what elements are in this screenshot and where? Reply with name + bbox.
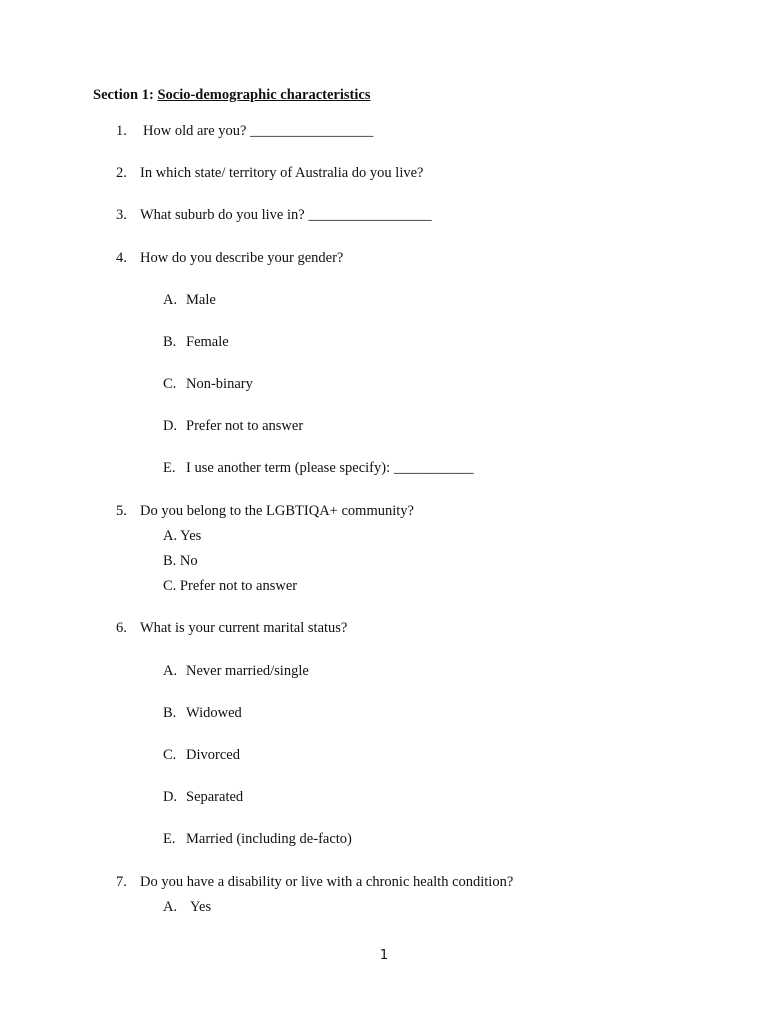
option-letter: E. bbox=[163, 460, 176, 476]
question-number: 4. bbox=[116, 250, 127, 266]
option-letter: B. bbox=[163, 705, 177, 721]
option-text: Non-binary bbox=[186, 376, 253, 392]
question-text: Do you have a disability or live with a chronic health condition? bbox=[140, 874, 514, 890]
option-text: Widowed bbox=[186, 705, 242, 721]
page-number: 1 bbox=[379, 948, 389, 963]
question-text: How old are you? _________________ bbox=[143, 123, 374, 139]
question-number: 7. bbox=[116, 874, 127, 890]
option-text: Yes bbox=[190, 899, 212, 915]
section-title: Socio-demographic characteristics bbox=[157, 87, 371, 103]
question-number: 1. bbox=[116, 123, 127, 139]
question-number: 5. bbox=[116, 503, 127, 519]
option-letter: D. bbox=[163, 789, 178, 805]
option-letter: E. bbox=[163, 831, 176, 847]
option-text: Female bbox=[186, 334, 229, 350]
question-text: How do you describe your gender? bbox=[140, 250, 344, 266]
option-letter: B. bbox=[163, 334, 177, 350]
option-text: Married (including de-facto) bbox=[186, 831, 352, 847]
option-letter: D. bbox=[163, 418, 178, 434]
option-letter: A. bbox=[163, 292, 178, 308]
question-text: What is your current marital status? bbox=[140, 620, 348, 636]
question-number: 6. bbox=[116, 620, 127, 636]
option-text: Never married/single bbox=[186, 663, 309, 679]
option-text: C. Prefer not to answer bbox=[163, 578, 298, 594]
option-letter: A. bbox=[163, 663, 178, 679]
option-text: Separated bbox=[186, 789, 244, 805]
option-text: B. No bbox=[163, 553, 198, 569]
question-text: Do you belong to the LGBTIQA+ community? bbox=[140, 503, 414, 519]
option-letter: C. bbox=[163, 376, 177, 392]
option-text: A. Yes bbox=[163, 528, 202, 544]
option-letter: A. bbox=[163, 899, 178, 915]
question-text: In which state/ territory of Australia do you live? bbox=[140, 165, 424, 181]
option-text: I use another term (please specify): ___________ bbox=[186, 460, 474, 476]
option-letter: C. bbox=[163, 747, 177, 763]
option-text: Prefer not to answer bbox=[186, 418, 304, 434]
option-text: Divorced bbox=[186, 747, 240, 763]
section-heading bbox=[93, 87, 370, 104]
section-prefix: Section 1: bbox=[93, 87, 158, 103]
question-number: 3. bbox=[116, 207, 127, 223]
question-text: What suburb do you live in? _________________ bbox=[140, 207, 432, 223]
question-number: 2. bbox=[116, 165, 127, 181]
option-text: Male bbox=[186, 292, 216, 308]
